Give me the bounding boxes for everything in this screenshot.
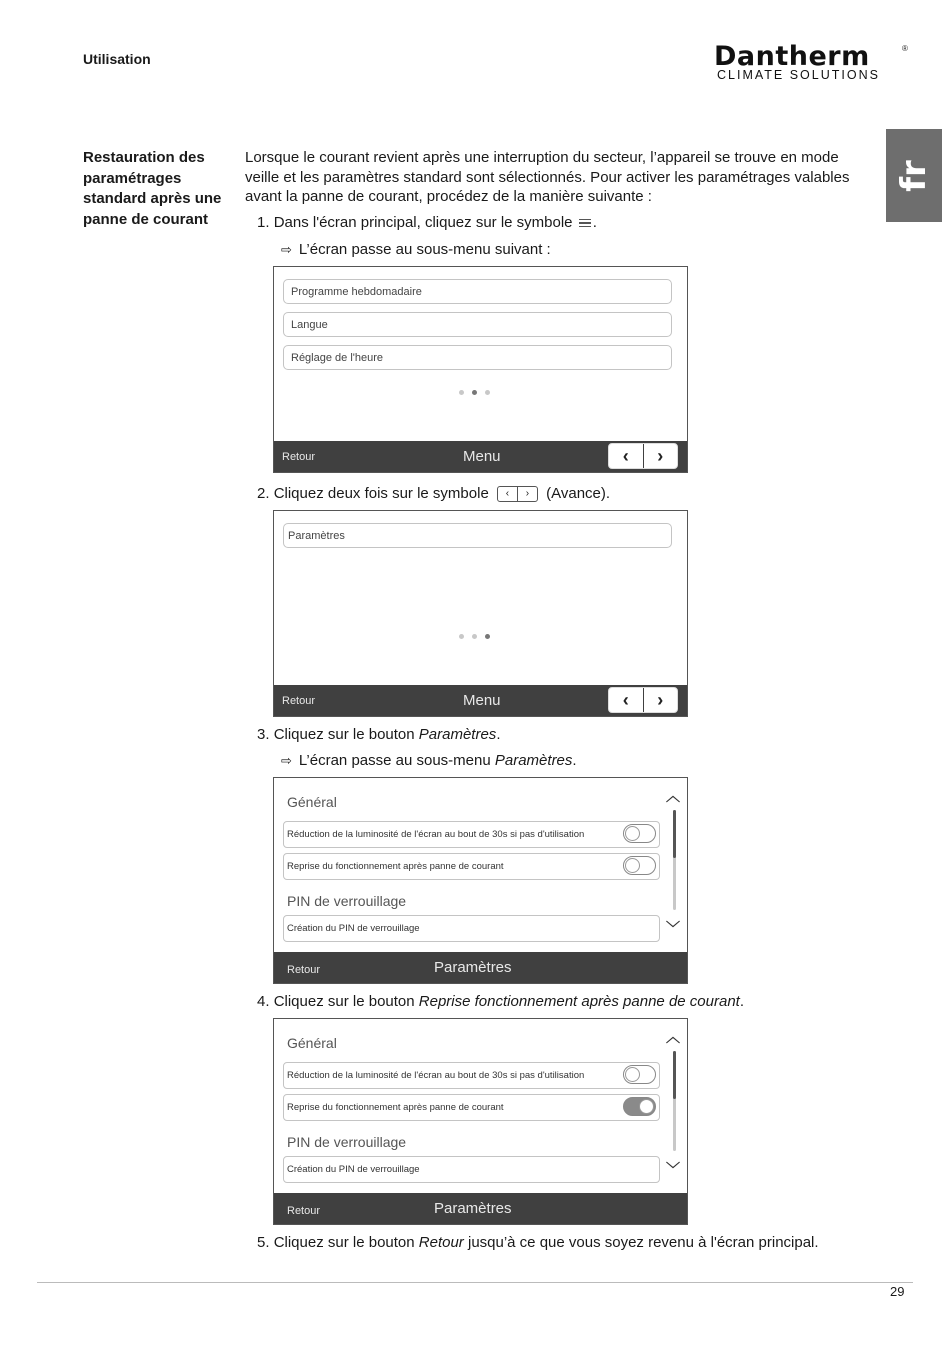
- chevron-up-icon[interactable]: ︿: [666, 1029, 680, 1045]
- device-screen-settings-after: [273, 1018, 688, 1225]
- back-button[interactable]: Retour: [282, 451, 316, 463]
- step-2: [257, 484, 610, 503]
- group-title-pin-lock: PIN de verrouillage: [287, 1134, 407, 1150]
- page-nav: [608, 443, 678, 469]
- screen-footer: [274, 952, 687, 983]
- step-text-end: .: [592, 214, 597, 231]
- setting-power-failure-resume[interactable]: [283, 1094, 660, 1121]
- step-emphasis: Retour: [418, 1234, 464, 1251]
- toggle-knob: [625, 1067, 640, 1082]
- page-dot-3: [485, 390, 490, 395]
- toggle-power-failure-resume[interactable]: [623, 1097, 656, 1116]
- page-dot-1: [459, 390, 464, 395]
- toggle-screen-dimming[interactable]: [623, 824, 656, 843]
- step-text-end: jusqu’à ce que vous soyez revenu à l'écran principal.: [467, 1234, 819, 1251]
- menu-item-settings[interactable]: Paramètres: [283, 523, 672, 548]
- result-arrow-icon: ⇨: [281, 242, 292, 257]
- screen-footer: [274, 685, 687, 716]
- step-number: 4.: [257, 993, 270, 1010]
- back-button[interactable]: Retour: [282, 695, 316, 707]
- back-button[interactable]: Retour: [287, 964, 321, 976]
- step-4: [257, 992, 744, 1011]
- screen-footer: [274, 1193, 687, 1224]
- toggle-knob: [625, 858, 640, 873]
- scrollbar[interactable]: [673, 810, 676, 910]
- result-text-end: .: [572, 752, 577, 769]
- setting-label: Reprise du fonctionnement après panne de courant: [287, 861, 504, 872]
- step-text-end: .: [739, 993, 744, 1010]
- device-screen-settings-before: [273, 777, 688, 984]
- step-number: 3.: [257, 726, 270, 743]
- setting-label: Réduction de la luminosité de l'écran au bout de 30s si pas d'utilisation: [287, 829, 585, 840]
- group-title-general: Général: [287, 794, 337, 810]
- toggle-knob: [639, 1099, 654, 1114]
- toggle-knob: [625, 826, 640, 841]
- back-button[interactable]: Retour: [287, 1205, 321, 1217]
- page-nav: [608, 687, 678, 713]
- step-1: [257, 213, 597, 232]
- setting-label: Réduction de la luminosité de l'écran au bout de 30s si pas d'utilisation: [287, 1070, 585, 1081]
- step-emphasis: Paramètres: [418, 726, 497, 743]
- menu-item-weekly-program[interactable]: Programme hebdomadaire: [283, 279, 672, 304]
- group-title-general: Général: [287, 1035, 337, 1051]
- device-screen-menu-page-2: [273, 266, 688, 473]
- page-number: 29: [890, 1284, 905, 1299]
- setting-create-pin[interactable]: Création du PIN de verrouillage: [283, 1156, 660, 1183]
- nav-arrows-icon: ‹ ›: [497, 486, 538, 502]
- result-emphasis: Paramètres: [494, 752, 573, 769]
- chevron-up-icon[interactable]: ︿: [666, 788, 680, 804]
- language-tab-label: fr: [894, 159, 934, 192]
- scrollbar-thumb[interactable]: [673, 1051, 676, 1099]
- screen-title: Paramètres: [434, 1200, 512, 1217]
- screen-footer: [274, 441, 687, 472]
- footer-divider: [37, 1282, 913, 1283]
- chevron-right-icon[interactable]: ›: [643, 444, 678, 468]
- setting-power-failure-resume[interactable]: [283, 853, 660, 880]
- step-number: 1.: [257, 214, 270, 231]
- chevron-down-icon[interactable]: ﹀: [666, 1161, 680, 1177]
- setting-label: Reprise du fonctionnement après panne de courant: [287, 1102, 504, 1113]
- menu-icon: [579, 216, 591, 230]
- page-dot-1: [459, 634, 464, 639]
- page-indicator: [459, 634, 490, 639]
- chevron-down-icon[interactable]: ﹀: [666, 920, 680, 936]
- step-text: Dans l'écran principal, cliquez sur le symbole: [273, 214, 573, 231]
- screen-title: Menu: [463, 692, 501, 709]
- step-number: 5.: [257, 1234, 270, 1251]
- step-1-result: [281, 240, 551, 259]
- step-text: Cliquez sur le bouton: [273, 993, 415, 1010]
- step-3: [257, 725, 500, 744]
- result-text: L’écran passe au sous-menu suivant :: [298, 241, 551, 258]
- step-text-end: .: [496, 726, 501, 743]
- page-dot-2: [472, 634, 477, 639]
- result-arrow-icon: ⇨: [281, 753, 292, 768]
- screen-title: Menu: [463, 448, 501, 465]
- section-heading: Restauration des paramétrages standard après une panne de courant: [83, 149, 222, 228]
- device-screen-menu-page-3: [273, 510, 688, 717]
- page-dot-2: [472, 390, 477, 395]
- setting-screen-dimming[interactable]: [283, 821, 660, 848]
- logo-tagline: CLIMATE SOLUTIONS: [717, 68, 880, 82]
- page-indicator: [459, 390, 490, 395]
- chevron-right-icon[interactable]: ›: [643, 688, 678, 712]
- logo-registered-mark: ®: [902, 44, 908, 53]
- language-tab: [886, 129, 942, 222]
- section-label: Utilisation: [83, 51, 151, 67]
- menu-item-time-setting[interactable]: Réglage de l'heure: [283, 345, 672, 370]
- group-title-pin-lock: PIN de verrouillage: [287, 893, 407, 909]
- setting-screen-dimming[interactable]: [283, 1062, 660, 1089]
- step-3-result: [281, 751, 577, 770]
- logo-name: Dantherm: [714, 41, 870, 72]
- setting-create-pin[interactable]: Création du PIN de verrouillage: [283, 915, 660, 942]
- menu-item-language[interactable]: Langue: [283, 312, 672, 337]
- intro-paragraph: Lorsque le courant revient après une interruption du secteur, l’appareil se trouve en mode veille et les paramètres standard sont sélectionnés. Pour activer les paramétrages valables avant la panne de courant, procédez de la manière suivante :: [245, 149, 850, 205]
- chevron-left-icon[interactable]: ‹: [622, 446, 629, 466]
- step-text-end: (Avance).: [546, 485, 611, 502]
- result-text: L’écran passe au sous-menu: [298, 752, 491, 769]
- toggle-power-failure-resume[interactable]: [623, 856, 656, 875]
- toggle-screen-dimming[interactable]: [623, 1065, 656, 1084]
- screen-title: Paramètres: [434, 959, 512, 976]
- chevron-left-icon[interactable]: ‹: [622, 690, 629, 710]
- step-5: [257, 1233, 819, 1252]
- step-text: Cliquez deux fois sur le symbole: [273, 485, 489, 502]
- dantherm-logo: [714, 42, 910, 86]
- scrollbar[interactable]: [673, 1051, 676, 1151]
- step-emphasis: Reprise fonctionnement après panne de courant: [418, 993, 740, 1010]
- scrollbar-thumb[interactable]: [673, 810, 676, 858]
- step-text: Cliquez sur le bouton: [273, 726, 415, 743]
- page-dot-3: [485, 634, 490, 639]
- step-number: 2.: [257, 485, 270, 502]
- step-text: Cliquez sur le bouton: [273, 1234, 415, 1251]
